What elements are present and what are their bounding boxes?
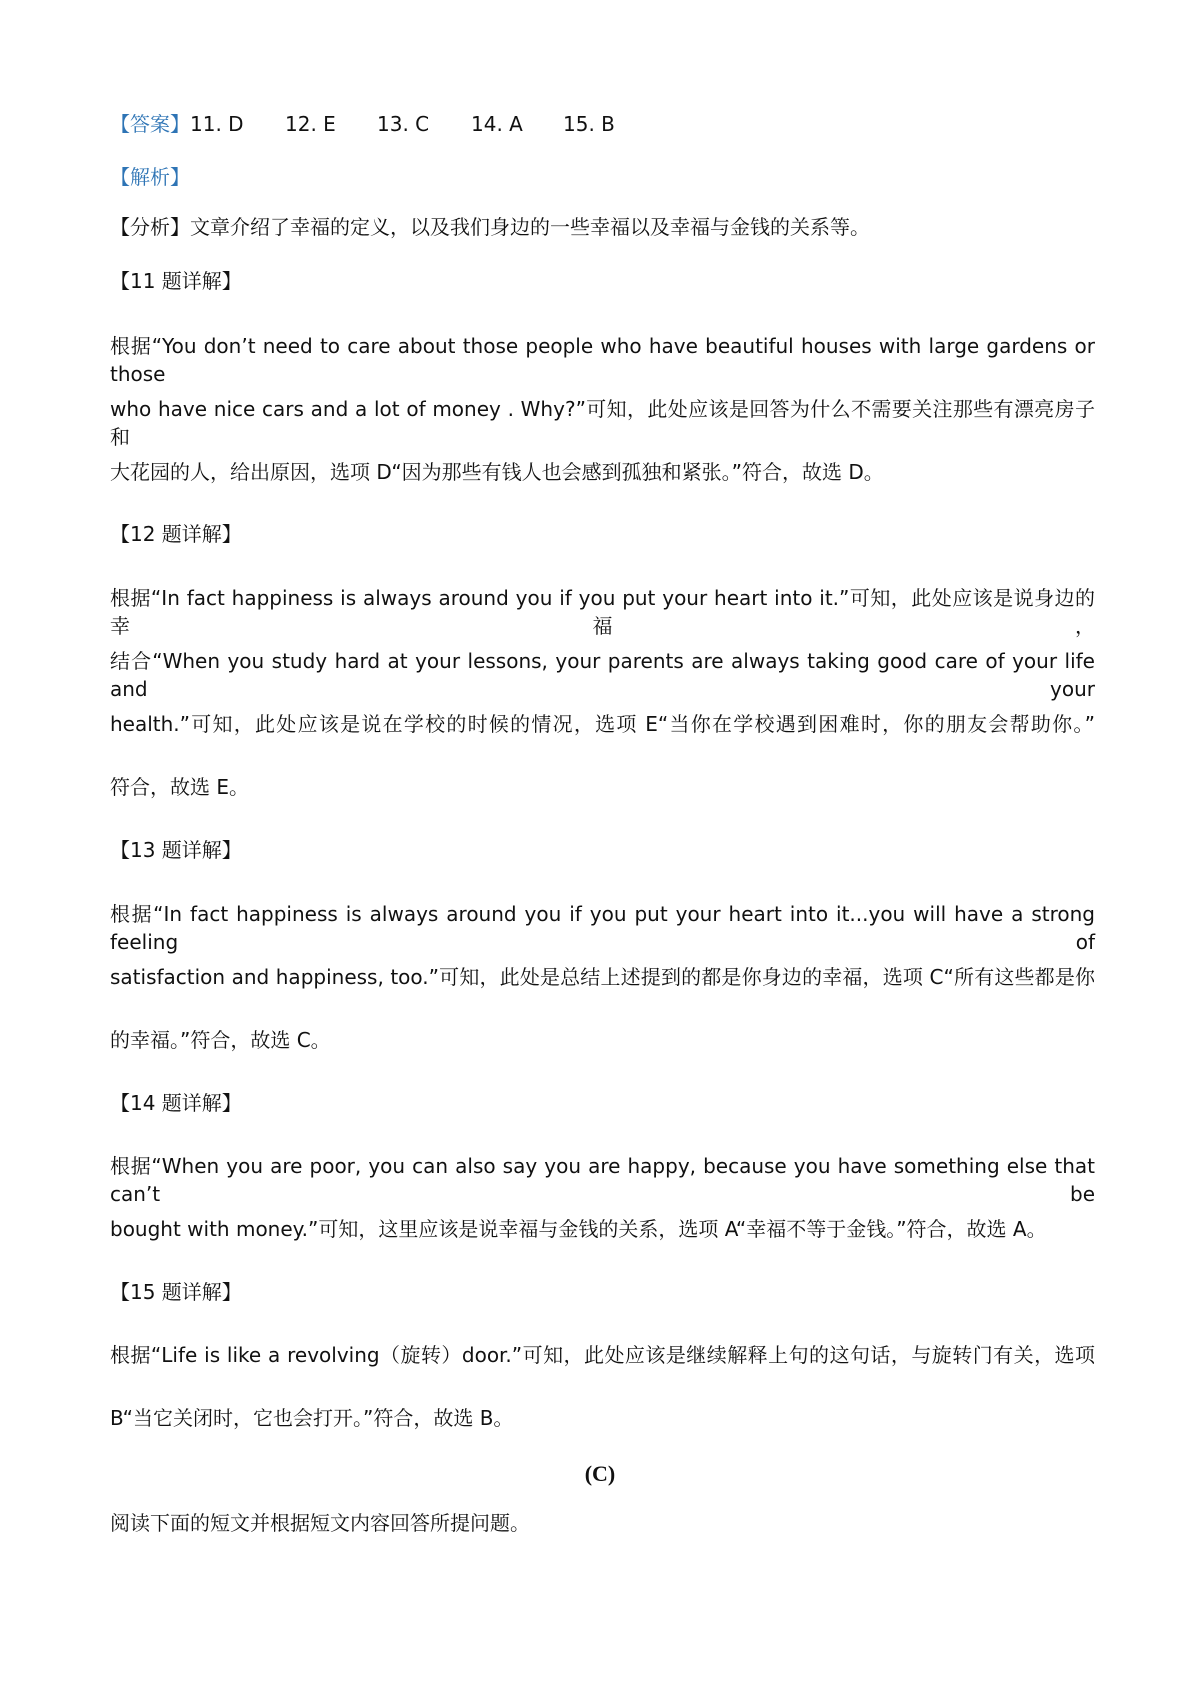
- section-line: satisfaction and happiness, too.”可知，此处是总结上述提到的都是你身边的幸福，选项 C“所有这些都是你: [110, 965, 1095, 989]
- answer-item: 11. D: [190, 112, 244, 136]
- answer-item: 14. A: [471, 112, 523, 136]
- section-heading: 【13 题详解】: [110, 838, 242, 862]
- section-line: 根据“In fact happiness is always around you if you put your heart into it.”可知，此处应该是说身边的幸福，: [110, 586, 1095, 638]
- section-line: 根据“Life is like a revolving（旋转）door.”可知，此处应该是继续解释上句的这句话，与旋转门有关，选项: [110, 1343, 1095, 1367]
- section-heading: 【11 题详解】: [110, 269, 242, 293]
- analysis-tag: 【解析】: [110, 165, 190, 189]
- section-line: 符合，故选 E。: [110, 775, 249, 799]
- answer-item: 12. E: [285, 112, 336, 136]
- section-line: bought with money.”可知，这里应该是说幸福与金钱的关系，选项 A“幸福不等于金钱。”符合，故选 A。: [110, 1217, 1047, 1241]
- section-heading: 【15 题详解】: [110, 1280, 242, 1304]
- summary-text: 【分析】文章介绍了幸福的定义，以及我们身边的一些幸福以及幸福与金钱的关系等。: [110, 215, 870, 239]
- answer-item: 13. C: [377, 112, 430, 136]
- answer-item: 15. B: [563, 112, 615, 136]
- section-line: health.”可知，此处应该是说在学校的时候的情况，选项 E“当你在学校遇到困难时，你的朋友会帮助你。”: [110, 712, 1095, 736]
- section-line: 根据“When you are poor, you can also say you are happy, because you have something else that can’t be: [110, 1154, 1095, 1206]
- instruction-text: 阅读下面的短文并根据短文内容回答所提问题。: [110, 1511, 530, 1535]
- answer-tag: 【答案】: [110, 112, 190, 136]
- section-line: 根据“In fact happiness is always around you if you put your heart into it...you will have a strong feeling of: [110, 902, 1095, 954]
- section-heading: 【14 题详解】: [110, 1091, 242, 1115]
- section-line: 的幸福。”符合，故选 C。: [110, 1028, 331, 1052]
- section-line: who have nice cars and a lot of money . Why?”可知，此处应该是回答为什么不需要关注那些有漂亮房子和: [110, 397, 1095, 449]
- section-heading: 【12 题详解】: [110, 522, 242, 546]
- answer-row: [110, 110, 615, 138]
- part-title: (C): [584, 1461, 616, 1486]
- section-line: 根据“You don’t need to care about those people who have beautiful houses with large gardens or those: [110, 334, 1095, 386]
- section-line: 大花园的人，给出原因，选项 D“因为那些有钱人也会感到孤独和紧张。”符合，故选 D。: [110, 460, 884, 484]
- section-line: B“当它关闭时，它也会打开。”符合，故选 B。: [110, 1406, 514, 1430]
- section-line: 结合“When you study hard at your lessons, your parents are always taking good care of your life and your: [110, 649, 1095, 701]
